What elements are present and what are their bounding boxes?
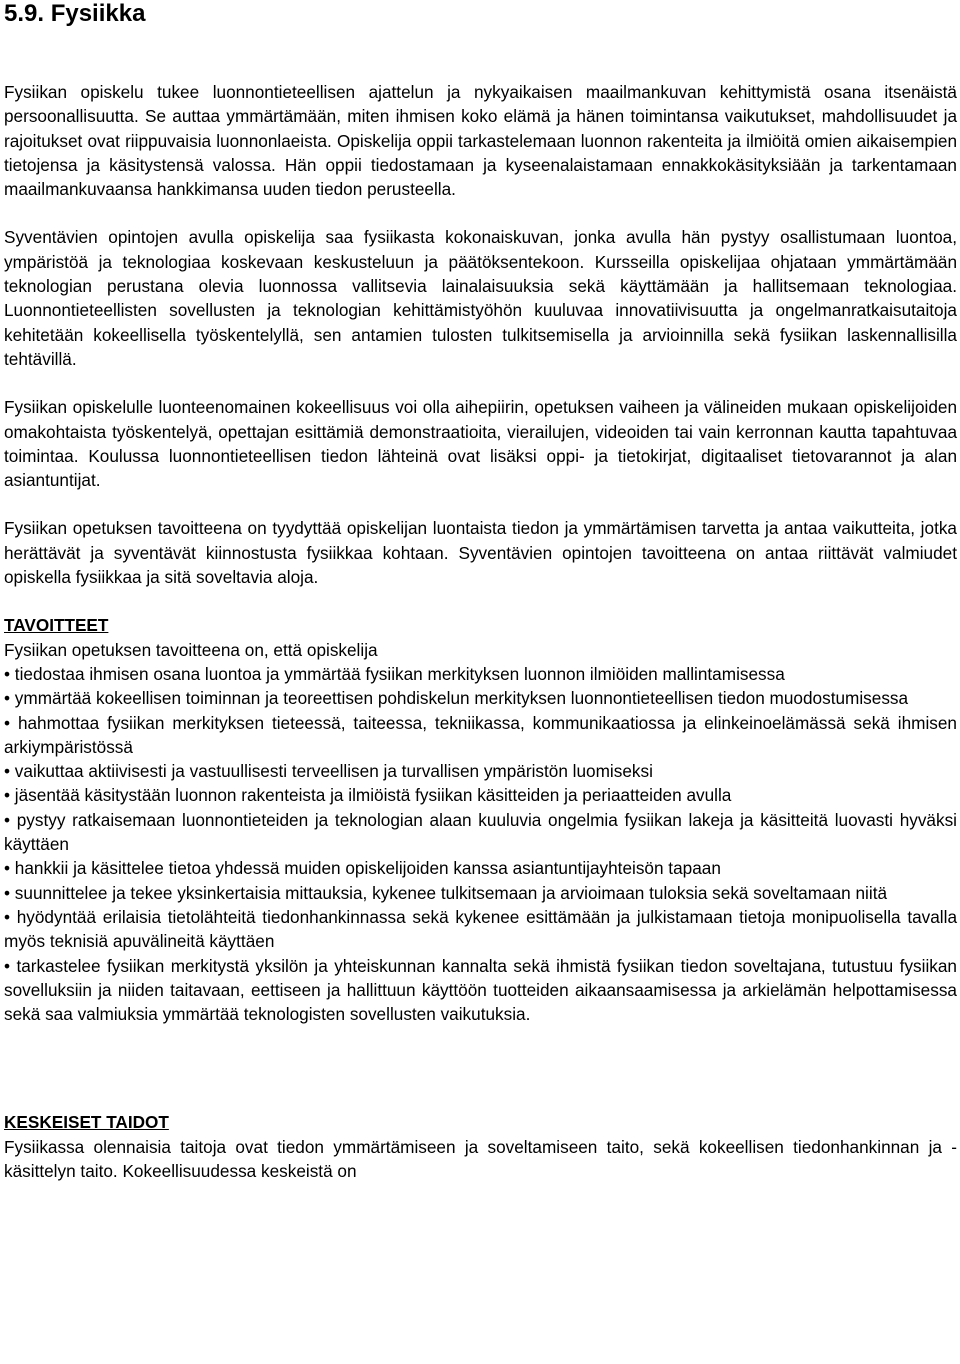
goal-item: • tarkastelee fysiikan merkitystä yksilön ja yhteiskunnan kannalta sekä ihmistä fysiikan tiedon soveltajana, tutustuu fysiikan sovelluksiin ja niiden taitavaan, eettiseen ja hallittuun käyttöön tuotteiden aikaansaamisessa ja arkielämän helpottamisessa sekä saa valmiuksia ymmärtää teknologisten sovellusten vaikutuksia. xyxy=(4,955,957,1025)
paragraph-experimentation: Fysiikan opiskelulle luonteenomainen kokeellisuus voi olla aihepiirin, opetuksen vaiheen ja välineiden mukaan opiskelijoiden omakohtaista työskentelyä, opettajan esittämiä demonstraatioita, vierailujen, videoiden tai vain kerronnan kautta tapahtuvaa toimintaa. Koulussa luonnontieteellisen tiedon lähteinä ovat lisäksi oppi- ja tietokirjat, digitaaliset tietovarannot ja alan asiantuntijat. xyxy=(4,397,957,491)
goals-list xyxy=(4,662,957,1026)
page-title: 5.9. Fysiikka xyxy=(4,0,146,27)
goal-item: • ymmärtää kokeellisen toiminnan ja teoreettisen pohdiskelun merkityksen luonnontieteellisen tiedon muodostumisessa xyxy=(4,688,909,709)
goal-item: • suunnittelee ja tekee yksinkertaisia mittauksia, kykenee tulkitsemaan ja arvioimaan tuloksia sekä soveltamaan niitä xyxy=(4,882,888,903)
goals-heading: TAVOITTEET xyxy=(4,615,109,636)
goals-intro: Fysiikan opetuksen tavoitteena on, että opiskelija xyxy=(4,639,378,660)
paragraph-intro: Fysiikan opiskelu tukee luonnontieteellisen ajattelun ja nykyaikaisen maailmankuvan kehittymistä osana itsenäistä persoonallisuutta. Se auttaa ymmärtämään, miten ihmisen koko elämä ja hänen toimintansa vaikutukset, mahdollisuudet ja rajoitukset ovat riippuvaisia luonnonlaeista. Opiskelija oppii tarkastelemaan luonnon rakenteita ja ilmiöitä omien aikaisempien tietojensa ja käsitystensä valossa. Hän oppii tiedostamaan ja kyseenalaistamaan ennakkokäsityksiään ja tarkentamaan maailmankuvaansa hankkimansa uuden tiedon perusteella. xyxy=(4,82,957,200)
goal-item: • hankkii ja käsittelee tietoa yhdessä muiden opiskelijoiden kanssa asiantuntijayhteisön tapaan xyxy=(4,858,721,879)
document-page xyxy=(4,0,957,1183)
goal-item: • hyödyntää erilaisia tietolähteitä tiedonhankinnassa sekä kykenee esittämään ja julkistamaan tietoja monipuolisella tavalla myös teknisiä apuvälineitä käyttäen xyxy=(4,906,957,952)
goal-item: • tiedostaa ihmisen osana luontoa ja ymmärtää fysiikan merkityksen luonnon ilmiöiden mallintamisessa xyxy=(4,663,785,684)
goal-item: • hahmottaa fysiikan merkityksen tieteessä, taiteessa, tekniikassa, kommunikaatiossa ja elinkeinoelämässä sekä ihmisen arkiympäristössä xyxy=(4,712,957,757)
goal-item: • vaikuttaa aktiivisesti ja vastuullisesti terveellisen ja turvallisen ympäristön luomiseksi xyxy=(4,761,653,782)
skills-heading: KESKEISET TAIDOT xyxy=(4,1112,169,1133)
skills-paragraph: Fysiikassa olennaisia taitoja ovat tiedon ymmärtämiseen ja soveltamiseen taito, sekä kokeellisen tiedonhankinnan ja -käsittelyn taito. Kokeellisuudessa keskeistä on xyxy=(4,1136,957,1181)
goal-item: • jäsentää käsitystään luonnon rakenteista ja ilmiöistä fysiikan käsitteiden ja periaatteiden avulla xyxy=(4,785,732,806)
paragraph-advanced-studies: Syventävien opintojen avulla opiskelija saa fysiikasta kokonaiskuvan, jonka avulla hän pystyy osallistumaan luontoa, ympäristöä ja teknologiaa koskevaan keskusteluun ja päätöksentekoon. Kursseilla opiskelijaa ohjataan ymmärtämään teknologian perustana olevia luonnossa vallitsevia lainalaisuuksia sekä käyttämään ja hallitsemaan teknologiaa. Luonnontieteellisten sovellusten ja teknologian kehittämistyöhön kuuluvaa innovatiivisuutta ja ongelmanratkaisutaitoja kehitetään kokeellisella työskentelyllä, sen antamien tulosten tulkitsemisella ja arvioinnilla sekä fysiikan laskennallisilla tehtävillä. xyxy=(4,227,957,369)
paragraph-teaching-goal: Fysiikan opetuksen tavoitteena on tyydyttää opiskelijan luontaista tiedon ja ymmärtämisen tarvetta ja antaa vaikutteita, jotka herättävät ja syventävät kiinnostusta fysiikkaa kohtaan. Syventävien opintojen tavoitteena on antaa riittävät valmiudet opiskella fysiikkaa ja sitä soveltavia aloja. xyxy=(4,518,957,588)
goal-item: • pystyy ratkaisemaan luonnontieteiden ja teknologian alaan kuuluvia ongelmia fysiikan lakeja ja käsitteitä luovasti hyväksi käyttäen xyxy=(4,809,957,855)
